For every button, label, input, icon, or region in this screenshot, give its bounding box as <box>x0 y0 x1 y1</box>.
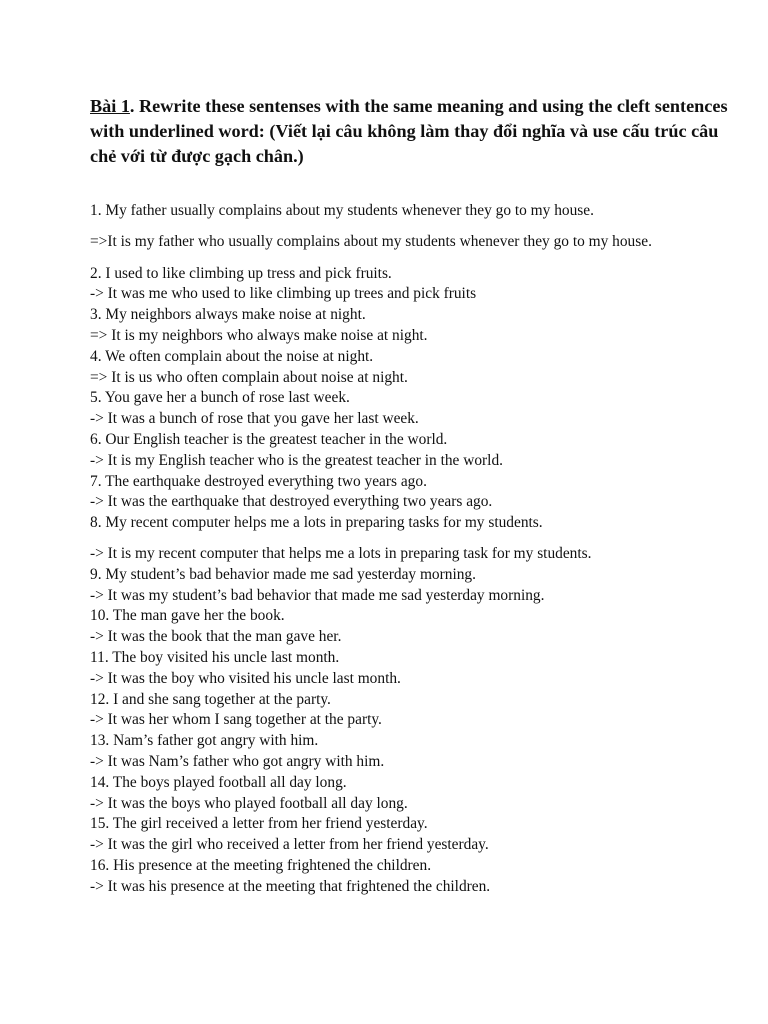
sentence-5: 5. You gave her a bunch of rose last week. <box>90 389 350 407</box>
answer-7: -> It was the earthquake that destroyed everything two years ago. <box>90 493 493 511</box>
answer-6: -> It is my English teacher who is the greatest teacher in the world. <box>90 451 503 469</box>
sentence-2: 2. I used to like climbing up tress and pick fruits. <box>90 264 392 282</box>
answer-11: -> It was the boy who visited his uncle last month. <box>90 669 401 687</box>
sentence-7: 7. The earthquake destroyed everything two years ago. <box>90 472 427 490</box>
sentence-10: 10. The man gave her the book. <box>90 607 285 625</box>
sentence-1: 1. My father usually complains about my students whenever they go to my house. <box>90 202 594 219</box>
answer-14: -> It was the boys who played football all day long. <box>90 794 408 812</box>
sentence-11: 11. The boy visited his uncle last month. <box>90 648 340 666</box>
answer-16: -> It was his presence at the meeting that frightened the children. <box>90 877 491 895</box>
answer-12: -> It was her whom I sang together at the party. <box>90 711 382 729</box>
sentence-3: 3. My neighbors always make noise at night. <box>90 306 366 324</box>
answer-1: =>It is my father who usually complains about my students whenever they go to my house. <box>90 232 652 250</box>
sentence-9: 9. My student’s bad behavior made me sad yesterday morning. <box>90 565 476 583</box>
document-page <box>90 94 730 898</box>
sentence-12: 12. I and she sang together at the party. <box>90 690 331 708</box>
exercise-number: Bài 1 <box>90 96 130 116</box>
sentence-15: 15. The girl received a letter from her friend yesterday. <box>90 815 428 833</box>
exercise-heading <box>90 94 730 169</box>
sentence-8: 8. My recent computer helps me a lots in preparing tasks for my students. <box>90 514 543 532</box>
exercise-instructions: . Rewrite these sentenses with the same meaning and using the cleft sentences with underlined word: (Viết lại câu không làm thay đổi nghĩa và use cấu trúc câu chẻ với từ được gạch chân.) <box>90 96 728 166</box>
answer-8: -> It is my recent computer that helps me a lots in preparing task for my students. <box>90 544 592 562</box>
answer-3: => It is my neighbors who always make noise at night. <box>90 326 428 344</box>
sentence-16: 16. His presence at the meeting frightened the children. <box>90 856 432 874</box>
answer-5: -> It was a bunch of rose that you gave her last week. <box>90 410 419 428</box>
answer-15: -> It was the girl who received a letter from her friend yesterday. <box>90 836 489 854</box>
sentence-6: 6. Our English teacher is the greatest teacher in the world. <box>90 430 448 448</box>
sentence-14: 14. The boys played football all day long. <box>90 773 347 791</box>
answer-13: -> It was Nam’s father who got angry with him. <box>90 752 385 770</box>
answer-2: -> It was me who used to like climbing up trees and pick fruits <box>90 285 477 303</box>
answer-9: -> It was my student’s bad behavior that made me sad yesterday morning. <box>90 586 545 604</box>
sentence-4: 4. We often complain about the noise at night. <box>90 347 374 365</box>
answer-10: -> It was the book that the man gave her. <box>90 628 342 646</box>
answer-4: => It is us who often complain about noise at night. <box>90 368 408 386</box>
sentence-13: 13. Nam’s father got angry with him. <box>90 732 319 750</box>
